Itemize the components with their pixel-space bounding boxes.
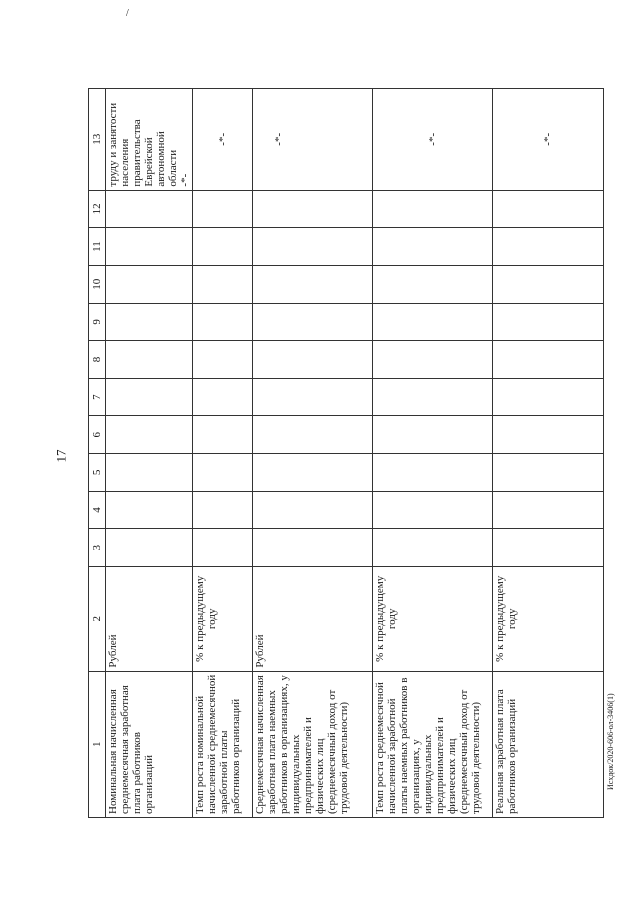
unit-cell: % к предыдущему году xyxy=(193,567,253,672)
column-header: 8 xyxy=(89,341,106,379)
responsible-cell: -*- xyxy=(193,89,253,191)
column-header: 6 xyxy=(89,416,106,454)
unit-cell: Рублей xyxy=(253,567,373,672)
corner-mark: / xyxy=(126,8,129,19)
unit-cell: % к предыдущему году xyxy=(373,567,493,672)
unit-cell: Рублей xyxy=(106,567,193,672)
responsible-cell: -*- xyxy=(253,89,373,191)
table-row xyxy=(106,89,193,818)
column-header: 3 xyxy=(89,529,106,567)
indicator-cell: Номинальная начисленная среднемесячная заработная плата работников организаций xyxy=(106,671,193,817)
column-header: 7 xyxy=(89,378,106,416)
header-row xyxy=(89,89,106,818)
unit-cell: % к предыдущему году xyxy=(493,567,604,672)
table-row xyxy=(373,89,493,818)
column-header: 9 xyxy=(89,303,106,341)
indicator-cell: Темп роста среднемесячной начисленной заработной платы наемных работников в организациях, у индивидуальных предпринимателей и физических лиц (среднемесячный доход от трудовой деятельности) xyxy=(373,671,493,817)
page-number: 17 xyxy=(53,449,69,463)
column-header: 5 xyxy=(89,454,106,492)
responsible-cell: -*- xyxy=(493,89,604,191)
responsible-cell: труду и занятости населения правительства Еврейской автономной области -*- xyxy=(106,89,193,191)
footer-note: Исхдок/2020-606-ол-3406(1) xyxy=(606,693,615,790)
column-header: 2 xyxy=(89,567,106,672)
indicators-table xyxy=(88,88,604,818)
column-header: 11 xyxy=(89,228,106,266)
indicator-cell: Темп роста номинальной начисленной среднемесячной заработной платы работников организаций xyxy=(193,671,253,817)
indicator-cell: Среднемесячная начисленная заработная плата наемных работников в организациях, у индивидуальных предпринимателей и физических лиц (среднемесячный доход от трудовой деятельности) xyxy=(253,671,373,817)
responsible-cell: -*- xyxy=(373,89,493,191)
column-header: 13 xyxy=(89,89,106,191)
table-row xyxy=(193,89,253,818)
table-row xyxy=(493,89,604,818)
data-table-wrapper xyxy=(88,88,604,818)
column-header: 4 xyxy=(89,491,106,529)
column-header: 12 xyxy=(89,190,106,228)
indicator-cell: Реальная заработная плата работников организаций xyxy=(493,671,604,817)
table-row xyxy=(253,89,373,818)
column-header: 1 xyxy=(89,671,106,817)
column-header: 10 xyxy=(89,265,106,303)
